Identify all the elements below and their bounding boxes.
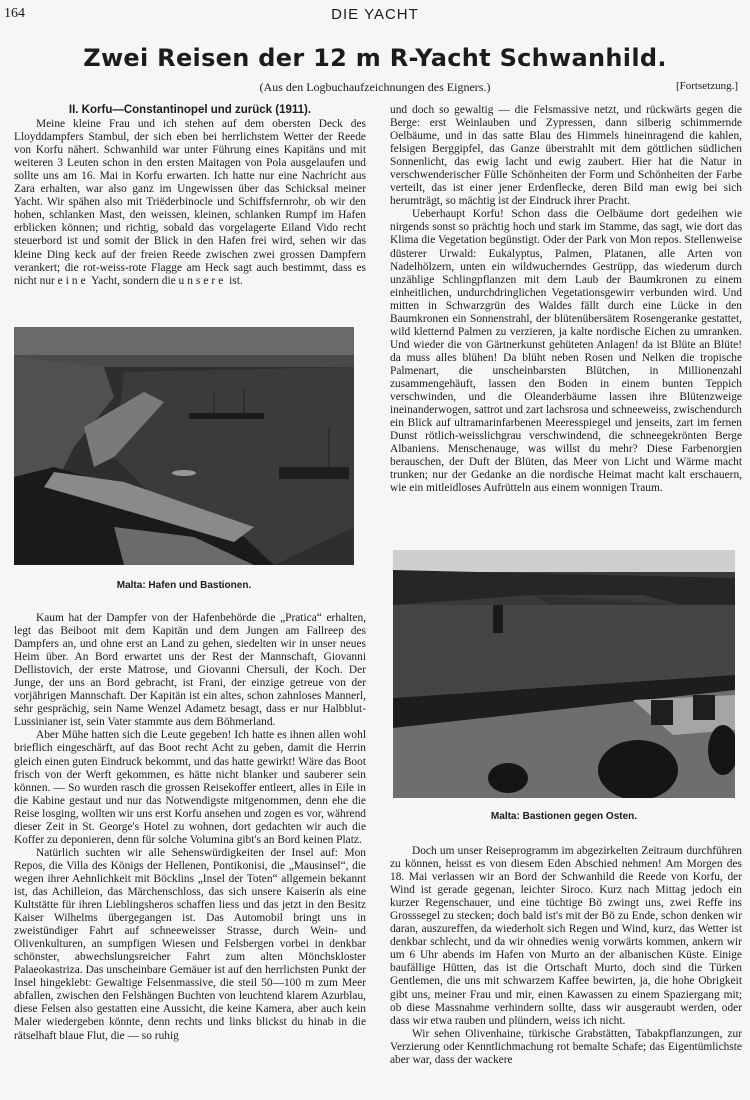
running-head bbox=[0, 6, 750, 26]
section-heading: II. Korfu—Constantinopel und zurück (1911). bbox=[68, 104, 312, 116]
paragraph: und doch so gewaltig — die Felsmassive netzt, und rückwärts gegen die Berge: erst Weinlauben und Zypressen, dann silberig schimmernde Oelbäume, und in das satte Blau des Himmels hineinragend die kahlen, felsigen Berggipfel, das Ganze überstrahlt mit dem göttlichen südlichen Sonnenlicht, das ewig lacht und ewig zaubert. Hier hat die Natur in verschwenderischer Fülle Schönheiten der Form und Schönheiten der Farbe verteilt, das ist einer jener Erdenflecke, deren Bild man ewig bei sich herumträgt, so mächtig ist der Eindruck ihrer Pracht. bbox=[390, 104, 742, 208]
photo-malta-harbour bbox=[14, 327, 354, 565]
bastion-photo-icon bbox=[393, 550, 735, 798]
paragraph: Kaum hat der Dampfer von der Hafenbehörde die „Pratica“ erhalten, legt das Beiboot mit dem Kapitän und dem Jungen am Fallreep des Dampfers an, und ohne erst an Land zu gehen, siedelten wir in unser neues Heim über. An Bord erwartet uns der Rest der Mannschaft, Giovanni Dellistovich, der erste Matrose, und Giovanni Chersuli, der Koch. Der Junge, der uns an Bord gebracht, ist Frani, der einzige getreue von der vorjährigen Mannschaft. Der Kapitän ist ein altes, schon zahnloses Mannerl, sehr gesprächig, sein Name Wenzel Adametz besagt, dass er nur Halbblut-Lussinianer ist, sein Vater stammte aus dem Böhmerland. bbox=[14, 612, 366, 729]
paragraph: Aber Mühe hatten sich die Leute gegeben! Ich hatte es ihnen allen wohl brieflich eingeschärft, auf das Boot recht Acht zu geben, damit die Herrin gleich einen guten Eindruck bekommt, und das hatte gewirkt! Wäre das Boot frisch von der Werft gekommen, es hätte nicht blanker und sauberer sein können. — So wurden rasch die grossen Reisekoffer entleert, alles in Eile in die Kabine gestaut und nur das Notwendigste mitgenommen, denn ehe die Reise losging, wollten wir uns erst Korfu ansehen und zogen es vor, während dieser Zeit in St. George's Hotel zu wohnen, dort gedachten wir auch die Koffer zu deponieren, denn für solche Volumina gibt's an Bord keinen Platz. bbox=[14, 729, 366, 846]
figure-caption: Malta: Hafen und Bastionen. bbox=[116, 580, 252, 591]
paragraph-text: ist. bbox=[226, 274, 243, 287]
paragraph: Wir sehen Olivenhaine, türkische Grabstätten, Tabakpflanzungen, zur Verzierung oder Kenntlichmachung rot bemalte Schafe; das Eigentümlichste aber war, dass der wackere bbox=[390, 1027, 742, 1066]
emphasis-text: unsere bbox=[178, 274, 227, 287]
paragraph-text: Yacht, sondern die bbox=[88, 274, 179, 287]
photo-malta-bastions bbox=[393, 550, 735, 798]
paragraph bbox=[14, 118, 366, 288]
article-title: Zwei Reisen der 12 m R-Yacht Schwanhild. bbox=[83, 44, 667, 72]
article-subtitle: (Aus den Logbuchaufzeichnungen des Eigners.) bbox=[259, 80, 491, 94]
column-right-bottom bbox=[390, 845, 742, 1067]
emphasis-text: eine bbox=[57, 274, 89, 287]
journal-title: DIE YACHT bbox=[331, 6, 419, 23]
page-number: 164 bbox=[4, 6, 25, 21]
column-left-top bbox=[14, 104, 366, 288]
harbour-photo-icon bbox=[14, 327, 354, 565]
column-left-bottom bbox=[14, 612, 366, 1043]
paragraph: Ueberhaupt Korfu! Schon dass die Oelbäume dort gedeihen wie nirgends sonst so prächtig hoch und stark im Stamme, das sagt, wie dort das Klima die Vegetation begünstigt. Oder der Park von Mon repos. Stellenweise düsterer Urwald: Eukalyptus, Palmen, Platanen, alle Arten von Nadelhölzern, unten ein wildwucherndes Gestrüpp, das wiederum durch unzählige Schlingpflanzen mit dem Laub der Baumkronen zu einem einheitlichen, undurchdringlichen Vegetationsgewirr verbunden wird. Und mitten in Schwarzgrün des Waldes fällt durch eine Lücke in den Baumkronen ein Sonnenstrahl, der blütenübersätem Rosengeranke gestattet, wild kletternd Palmen zu verzieren, ja kalte nordische Eichen zu umranken. Und wieder die von Gärtnerkunst gehüteten Anlagen! da ist Blüte an Blüte! da muss alles blühen! Da blüht neben Rosen und Nelken die tropische Palmenart, die unscheinbarsten Blütchen, in Millionenzahl zusammengehäuft, lassen den Boden in einem bunten Teppich verschwinden, und die Oleanderbäume lassen ihre Blütenzweige ineinanderwogen, sattrot und zart lachsrosa und schneeweiss, zwischendurch ein Blick auf ultramarinfarbenen Meeresspiegel und jenseits, zart im fernen Dunst rötlich-weisslichgrau verschwindend, die schneegekrönten Berge Albaniens. Menschenauge, was willst du mehr? Diese Farbenorgien berauschen, der Duft der Blüten, das Meer von Licht und Wärme macht trunken; nur der Gedanke an die nordische Heimat macht kalt erschauern, wie ein mitleidloses Aufrütteln aus einem wonnigen Traum. bbox=[390, 208, 742, 495]
figure-caption: Malta: Bastionen gegen Osten. bbox=[490, 811, 638, 822]
continuation-note: [Fortsetzung.] bbox=[675, 80, 738, 92]
paragraph: Doch um unser Reiseprogramm im abgezirkelten Zeitraum durchführen zu können, heisst es von diesem Eden Abschied nehmen! Am Morgen des 18. Mai verlassen wir an Bord der Schwanhild die Reede von Korfu, der Wind ist gerade gegenan, leichter Siroco. Kurz nach Mittag jedoch ein kurzer Regenschauer, und eine tüchtige Bö zwingt uns, zwei Reffe ins Grosssegel zu stecken; doch bald ist's mit der Bö zu Ende, schon denken wir daran, auszureffen, da wiederholt sich Regen und Wind, kurz, das Wetter ist denkbar schlecht, und da wir ohnedies wenig vorwärts kommen, ankern wir um 6 Uhr abends im Hafen von Murto an der albanischen Küste. Einige baufällige Hütten, das ist die Ortschaft Murto, doch sind die Türken Gentlemen, die uns mit schwarzem Kaffee bewirten, ja, die hohe Obrigkeit gibt uns, meiner Frau und mir, einen Kawassen zu einem Spaziergang mit; ob diese Massnahme verhindern sollte, dass wir ausgeraubt werden, oder dass wir etwa rauben und plündern, weiss ich nicht. bbox=[390, 845, 742, 1027]
paragraph-text: Meine kleine Frau und ich stehen auf dem obersten Deck des Lloyddampfers Stambul, der sich eben bei herrlichstem Wetter der Reede von Korfu nähert. Schwanhild war unter Führung eines Kapitäns und mit weiteren 3 Leuten schon in den ersten Maitagen von Pola ausgelaufen und sollte uns am 16. Mai in Korfu erwarten. Ich hatte nur eine Nachricht aus Zara erhalten, war also ganz im Ungewissen über das Schicksal meiner Yacht. Wir spähen also mit Triëderbinocle und Schiffsfernrohr, ob wir den hohen, schlanken Mast, den weissen, kleinen, schlanken Rumpf im Hafen erblicken können; und richtig, sobald das vorgelagerte Eiland Vido recht steuerbord ist und somit der Blick in den Hafen frei wird, sehen wir das kleine Ding keck auf der freien Reede zwischen zwei grossen Dampfern verankert; die rot-weiss-rote Flagge am Heck sagt auch bestimmt, dass es nicht nur bbox=[14, 118, 366, 287]
column-right-top bbox=[390, 104, 742, 495]
paragraph: Natürlich suchten wir alle Sehenswürdigkeiten der Insel auf: Mon Repos, die Villa des Königs der Hellenen, Pontikonisi, die „Mausinsel“, die wegen ihrer Aehnlichkeit mit Böcklins „Insel der Toten“ allgemein bekannt ist, das Achilleion, das Märchenschloss, das sich unsere Kaiserin als eine Kultstätte für ihren Lieblingsheros schaffen liess und das jetzt in den Besitz Kaiser Wilhelms übergegangen ist. Das Automobil bringt uns in zweistündiger Fahrt auf schneeweisser Strasse, durch Wein- und Olivenkulturen, an sumpfigen Wiesen und Felsbergen vorbei in denkbar schönster, abwechslungsreicher Fahrt zum alten Mönchskloster Palaeokastriza. Das unscheinbare Gemäuer ist auf den herrlichsten Punkt der Insel hingeklebt: Gewaltige Felsenmassive, die steil 50—100 m zum Meer abfallen, zwischen den Felshängen Buchten von leuchtend klarem Azurblau, diese Felsen also gestatten eine Aussicht, die keine Kamera, aber auch kein Maler wiedergeben könnte, denn rechts und links blickst du hinab in die rätselhaft blaue Flut, die — so ruhig bbox=[14, 846, 366, 1042]
